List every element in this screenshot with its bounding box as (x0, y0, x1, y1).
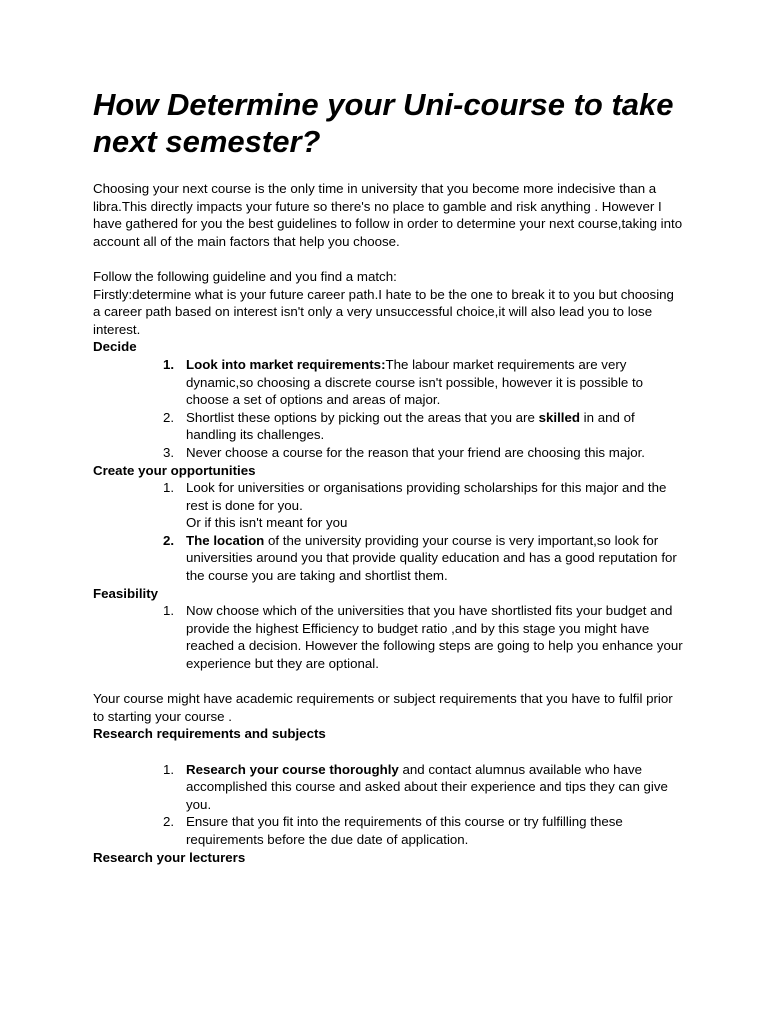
section-heading-decide: Decide (93, 339, 137, 355)
section-heading-feasibility: Feasibility (93, 585, 159, 601)
section-heading-opportunities: Create your opportunities (93, 462, 256, 478)
intro-paragraph: Choosing your next course is the only time in university that you become more indecisive than a libra.This directly impacts your future so there's no place to gamble and risk anything . However I have gathered for you the best guidelines to follow in order to determine your next course,taking into account all of the main factors that help you choose. (93, 181, 683, 249)
decide-list (93, 356, 683, 462)
follow-paragraph: Follow the following guideline and you find a match: (93, 268, 397, 284)
list-item: 1. Research your course thoroughly and contact alumnus available who have accomplished this course and asked about their experience and tips they can give you. (163, 761, 668, 812)
list-item: 2. The location of the university providing your course is very important,so look for universities around you that provide quality education and has a good reputation for the course you are taking and shortlist them. (163, 532, 677, 584)
list-item: 1. Look into market requirements:The labour market requirements are very dynamic,so choosing a discrete course isn't possible, however it is possible to choose a set of options and areas of major. (163, 356, 644, 408)
list-item: 1. Look for universities or organisations providing scholarships for this major and the rest is done for you. Or if this isn't meant for you (163, 480, 667, 531)
document-title: How Determine your Uni-course to take next semester? (93, 87, 674, 159)
list-item: 3. Never choose a course for the reason that your friend are choosing this major. (163, 444, 645, 460)
section-heading-research-requirements: Research requirements and subjects (93, 726, 326, 742)
research-requirements-list (93, 761, 683, 849)
opportunities-list (93, 479, 683, 585)
list-item: 1. Now choose which of the universities that you have shortlisted fits your budget and provide the highest Efficiency to budget ratio ,and by this stage you might have reached a decision. However the following steps are going to help you enhance your experience but they are optional. (163, 603, 683, 672)
firstly-paragraph: Firstly:determine what is your future career path.I hate to be the one to break it to you but choosing a career path based on interest isn't only a very unsuccessful choice,it will also lead you to lose interest. (93, 286, 674, 337)
academic-paragraph: Your course might have academic requirements or subject requirements that you have to fulfil prior to starting your course . (93, 691, 673, 724)
feasibility-list (93, 602, 683, 672)
list-item: 2. Shortlist these options by picking out the areas that you are skilled in and of handling its challenges. (163, 409, 635, 443)
list-item: 2. Ensure that you fit into the requirements of this course or try fulfilling these requirements before the due date of application. (163, 814, 623, 847)
document-body (93, 180, 683, 866)
section-heading-research-lecturers: Research your lecturers (93, 849, 246, 865)
